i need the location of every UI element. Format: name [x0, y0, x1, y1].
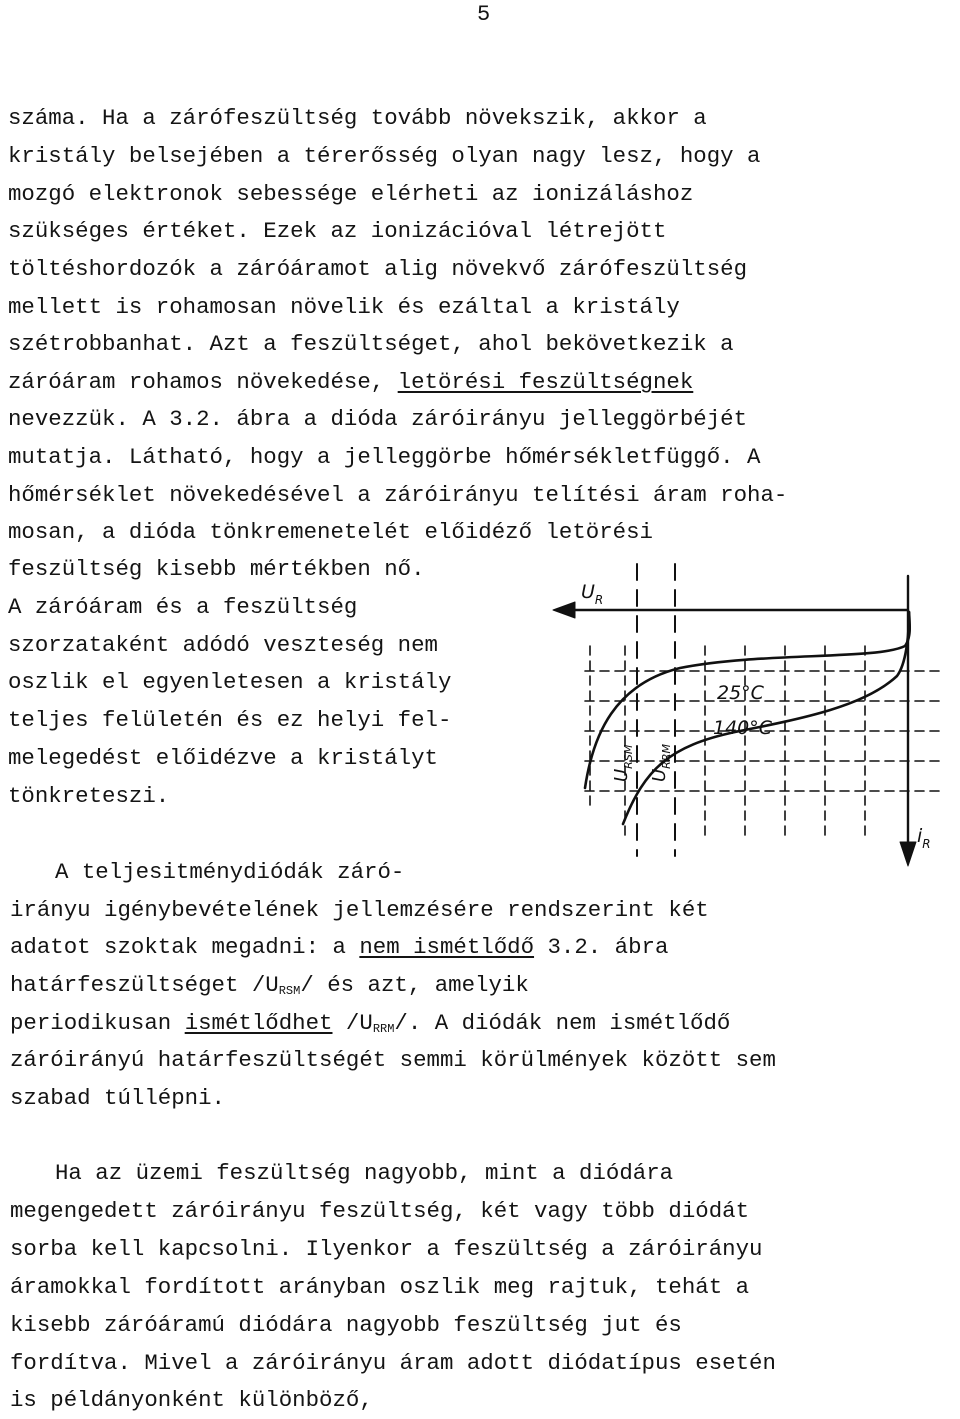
text-line: is példányonként különböző, [10, 1387, 373, 1413]
text-line: irányu igénybevételének jellemzésére rendszerint két [10, 897, 709, 923]
text-line: szabad túllépni. [10, 1085, 225, 1111]
text-line: oszlik el egyenletesen a kristály [8, 669, 452, 695]
text-line [8, 363, 693, 401]
figure-reference: 3.2. ábra [534, 934, 669, 960]
temperature-25c-label: 25°C [717, 682, 764, 704]
text-line: A záróáram és a feszültség [8, 594, 358, 620]
i-r-axis-label: $i_R$ [917, 825, 931, 851]
u-axis-arrow-icon [553, 602, 575, 618]
text-run: / és azt, amelyik [300, 972, 529, 998]
text-line: teljes felületén és ez helyi fel- [8, 707, 452, 733]
i-axis-arrow-icon [900, 842, 916, 866]
text-line: mellett is rohamosan növelik és ezáltal a kristály [8, 294, 680, 320]
text-line: mozgó elektronok sebessége elérheti az ionizáláshoz [8, 181, 694, 207]
text-line: mutatja. Látható, hogy a jelleggörbe hőmérsékletfüggő. A [8, 444, 761, 470]
text-line: záróirányú határfeszültségét semmi körülmények között sem [10, 1047, 776, 1073]
underlined-term: ismétlődhet [184, 1010, 333, 1036]
text-line: töltéshordozók a záróáramot alig növekvő zárófeszültség [8, 256, 748, 282]
subscript: RSM [278, 984, 301, 998]
underlined-term: nem ismétlődő [359, 934, 535, 960]
text-line: szükséges értéket. Ezek az ionizációval létrejött [8, 218, 667, 244]
diode-reverse-characteristic-figure [545, 556, 955, 868]
temperature-140c-label: 140°C [713, 717, 773, 739]
text-line: kisebb záróáramú diódára nagyobb feszültség jut és [10, 1312, 682, 1338]
text-line: száma. Ha a zárófeszültség tovább növekszik, akkor a [8, 105, 707, 131]
u-r-axis-label: $U_R$ [581, 581, 604, 607]
text-run: határfeszültséget /U [10, 972, 279, 998]
text-line: mosan, a dióda tönkremenetelét előidéző letörési [8, 519, 653, 545]
text-run: adatot szoktak megadni: a [10, 934, 360, 960]
text-line: áramokkal fordított arányban oszlik meg rajtuk, tehát a [10, 1274, 750, 1300]
text-line: fordítva. Mivel a záróirányu áram adott diódatípus esetén [10, 1350, 776, 1376]
text-run: /. A diódák nem ismétlődő [394, 1010, 731, 1036]
text-line: feszültség kisebb mértékben nő. [8, 556, 425, 582]
axes [567, 576, 908, 856]
text-line: nevezzük. A 3.2. ábra a dióda záróirányu jelleggörbéjét [8, 406, 748, 432]
subscript: RRM [372, 1022, 395, 1036]
page-number: 5 [477, 2, 491, 27]
text-line: sorba kell kapcsolni. Ilyenkor a feszültség a záróirányu [10, 1236, 763, 1262]
text-run: /U [332, 1010, 373, 1036]
text-run: periodikusan [10, 1010, 185, 1036]
u-rsm-label: $U_{RSM}$ [611, 744, 635, 782]
text-line: megengedett záróirányu feszültség, két vagy több diódát [10, 1198, 750, 1224]
text-line: hőmérséklet növekedésével a záróirányu telítési áram roha- [8, 482, 788, 508]
grid [585, 646, 940, 836]
text-line: Ha az üzemi feszültség nagyobb, mint a diódára [55, 1160, 674, 1186]
text-line: tönkreteszi. [8, 783, 170, 809]
underlined-term: letörési feszültségnek [397, 369, 694, 395]
text-run: záróáram rohamos növekedése, [8, 369, 398, 395]
u-rrm-label: $U_{RRM}$ [649, 744, 673, 782]
vertical-markers [637, 564, 675, 856]
text-line: melegedést előidézve a kristályt [8, 745, 438, 771]
text-line [10, 928, 668, 966]
text-line: kristály belsejében a térerősség olyan nagy lesz, hogy a [8, 143, 761, 169]
text-line: szétrobbanhat. Azt a feszültséget, ahol bekövetkezik a [8, 331, 734, 357]
text-line: szorzataként adódó veszteség nem [8, 632, 438, 658]
text-line: A teljesitménydiódák záró- [55, 859, 405, 885]
